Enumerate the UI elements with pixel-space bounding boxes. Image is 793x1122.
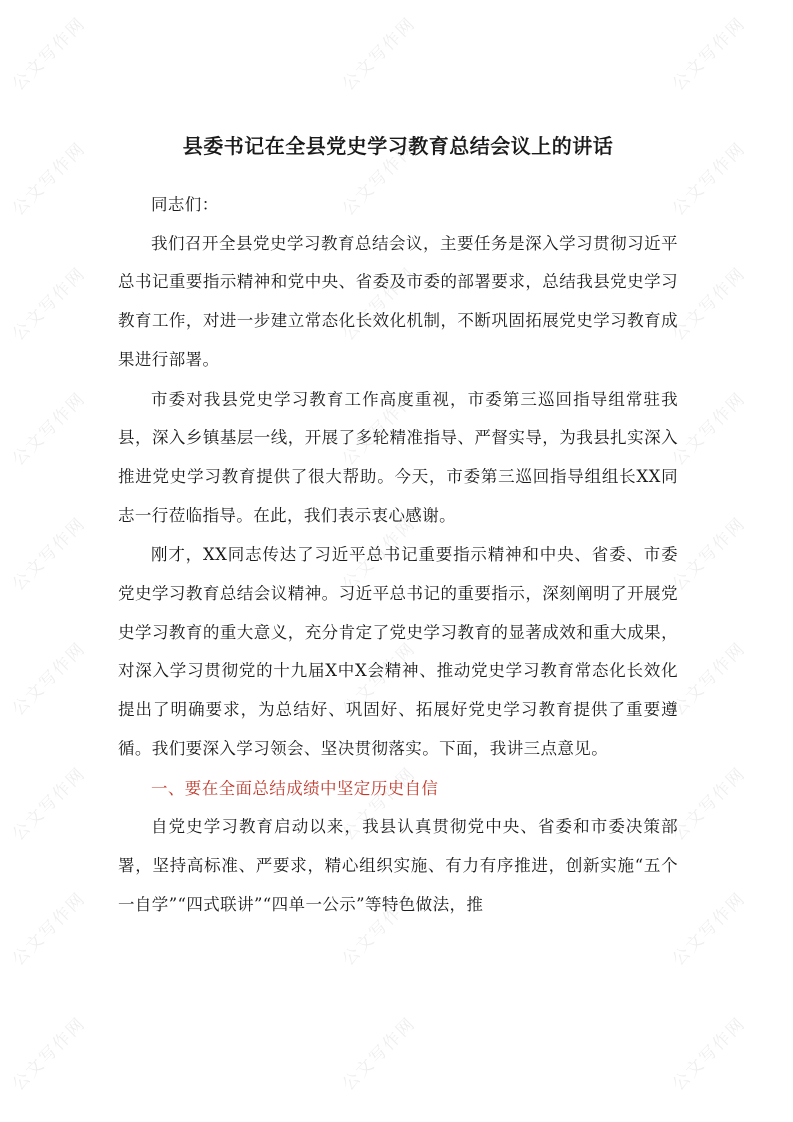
watermark-stamp: 公文写作网 [338,138,420,220]
watermark-stamp: 公文写作网 [8,888,90,970]
paragraph-1: 我们召开全县党史学习教育总结会议，主要任务是深入学习贯彻习近平总书记重要指示精神和党中央、省委及市委的部署要求，总结我县党史学习教育工作，对进一步建立常态化长效化机制，不断巩固拓展党史学习教育成果进行部署。 [118,233,678,369]
watermark-stamp: 公文写作网 [8,513,90,595]
paragraph-2: 市委对我县党史学习教育工作高度重视，市委第三巡回指导组常驻我县，深入乡镇基层一线，开展了多轮精准指导、严督实导，为我县扎实深入推进党史学习教育提供了很大帮助。今天，市委第三巡回指导组组长XX同志一行莅临指导。在此，我们表示衷心感谢。 [118,389,678,525]
watermark-stamp: 公文写作网 [668,263,750,345]
watermark-stamp: 公文写作网 [338,388,420,470]
salutation: 同志们： [151,195,219,214]
watermark-stamp: 公文写作网 [668,888,750,970]
watermark-stamp: 公文写作网 [8,138,90,220]
watermark-stamp: 公文写作网 [338,888,420,970]
watermark-stamp: 公文写作网 [8,638,90,720]
watermark-stamp: 公文写作网 [8,388,90,470]
watermark-stamp: 公文写作网 [668,13,750,95]
watermark-stamp: 公文写作网 [668,513,750,595]
watermark-stamp: 公文写作网 [338,263,420,345]
watermark-stamp: 公文写作网 [8,763,90,845]
watermark-stamp: 公文写作网 [668,638,750,720]
watermark-stamp: 公文写作网 [338,513,420,595]
watermark-stamp: 公文写作网 [8,13,90,95]
watermark-stamp: 公文写作网 [668,138,750,220]
watermark-stamp: 公文写作网 [338,13,420,95]
watermark-stamp: 公文写作网 [8,1013,90,1095]
document-title: 县委书记在全县党史学习教育总结会议上的讲话 [182,134,614,158]
watermark-stamp: 公文写作网 [668,1013,750,1095]
watermark-stamp: 公文写作网 [338,763,420,845]
document-page [118,126,678,925]
watermark-stamp: 公文写作网 [338,638,420,720]
watermark-stamp: 公文写作网 [668,388,750,470]
watermark-stamp: 公文写作网 [338,1013,420,1095]
watermark-stamp: 公文写作网 [8,263,90,345]
paragraph-4: 自党史学习教育启动以来，我县认真贯彻党中央、省委和市委决策部署，坚持高标准、严要求，精心组织实施、有力有序推进，创新实施“五个一自学”“四式联讲”“四单一公示”等特色做法，推 [118,817,678,914]
section-heading-1: 一、要在全面总结成绩中坚定历史自信 [151,778,439,798]
watermark-stamp: 公文写作网 [668,763,750,845]
paragraph-3: 刚才，XX同志传达了习近平总书记重要指示精神和中央、省委、市委党史学习教育总结会议精神。习近平总书记的重要指示，深刻阐明了开展党史学习教育的重大意义，充分肯定了党史学习教育的显著成效和重大成果，对深入学习贯彻党的十九届X中X会精神、推动党史学习教育常态化长效化提出了明确要求，为总结好、巩固好、拓展好党史学习教育提供了重要遵循。我们要深入学习领会、坚决贯彻落实。下面，我讲三点意见。 [118,545,678,758]
